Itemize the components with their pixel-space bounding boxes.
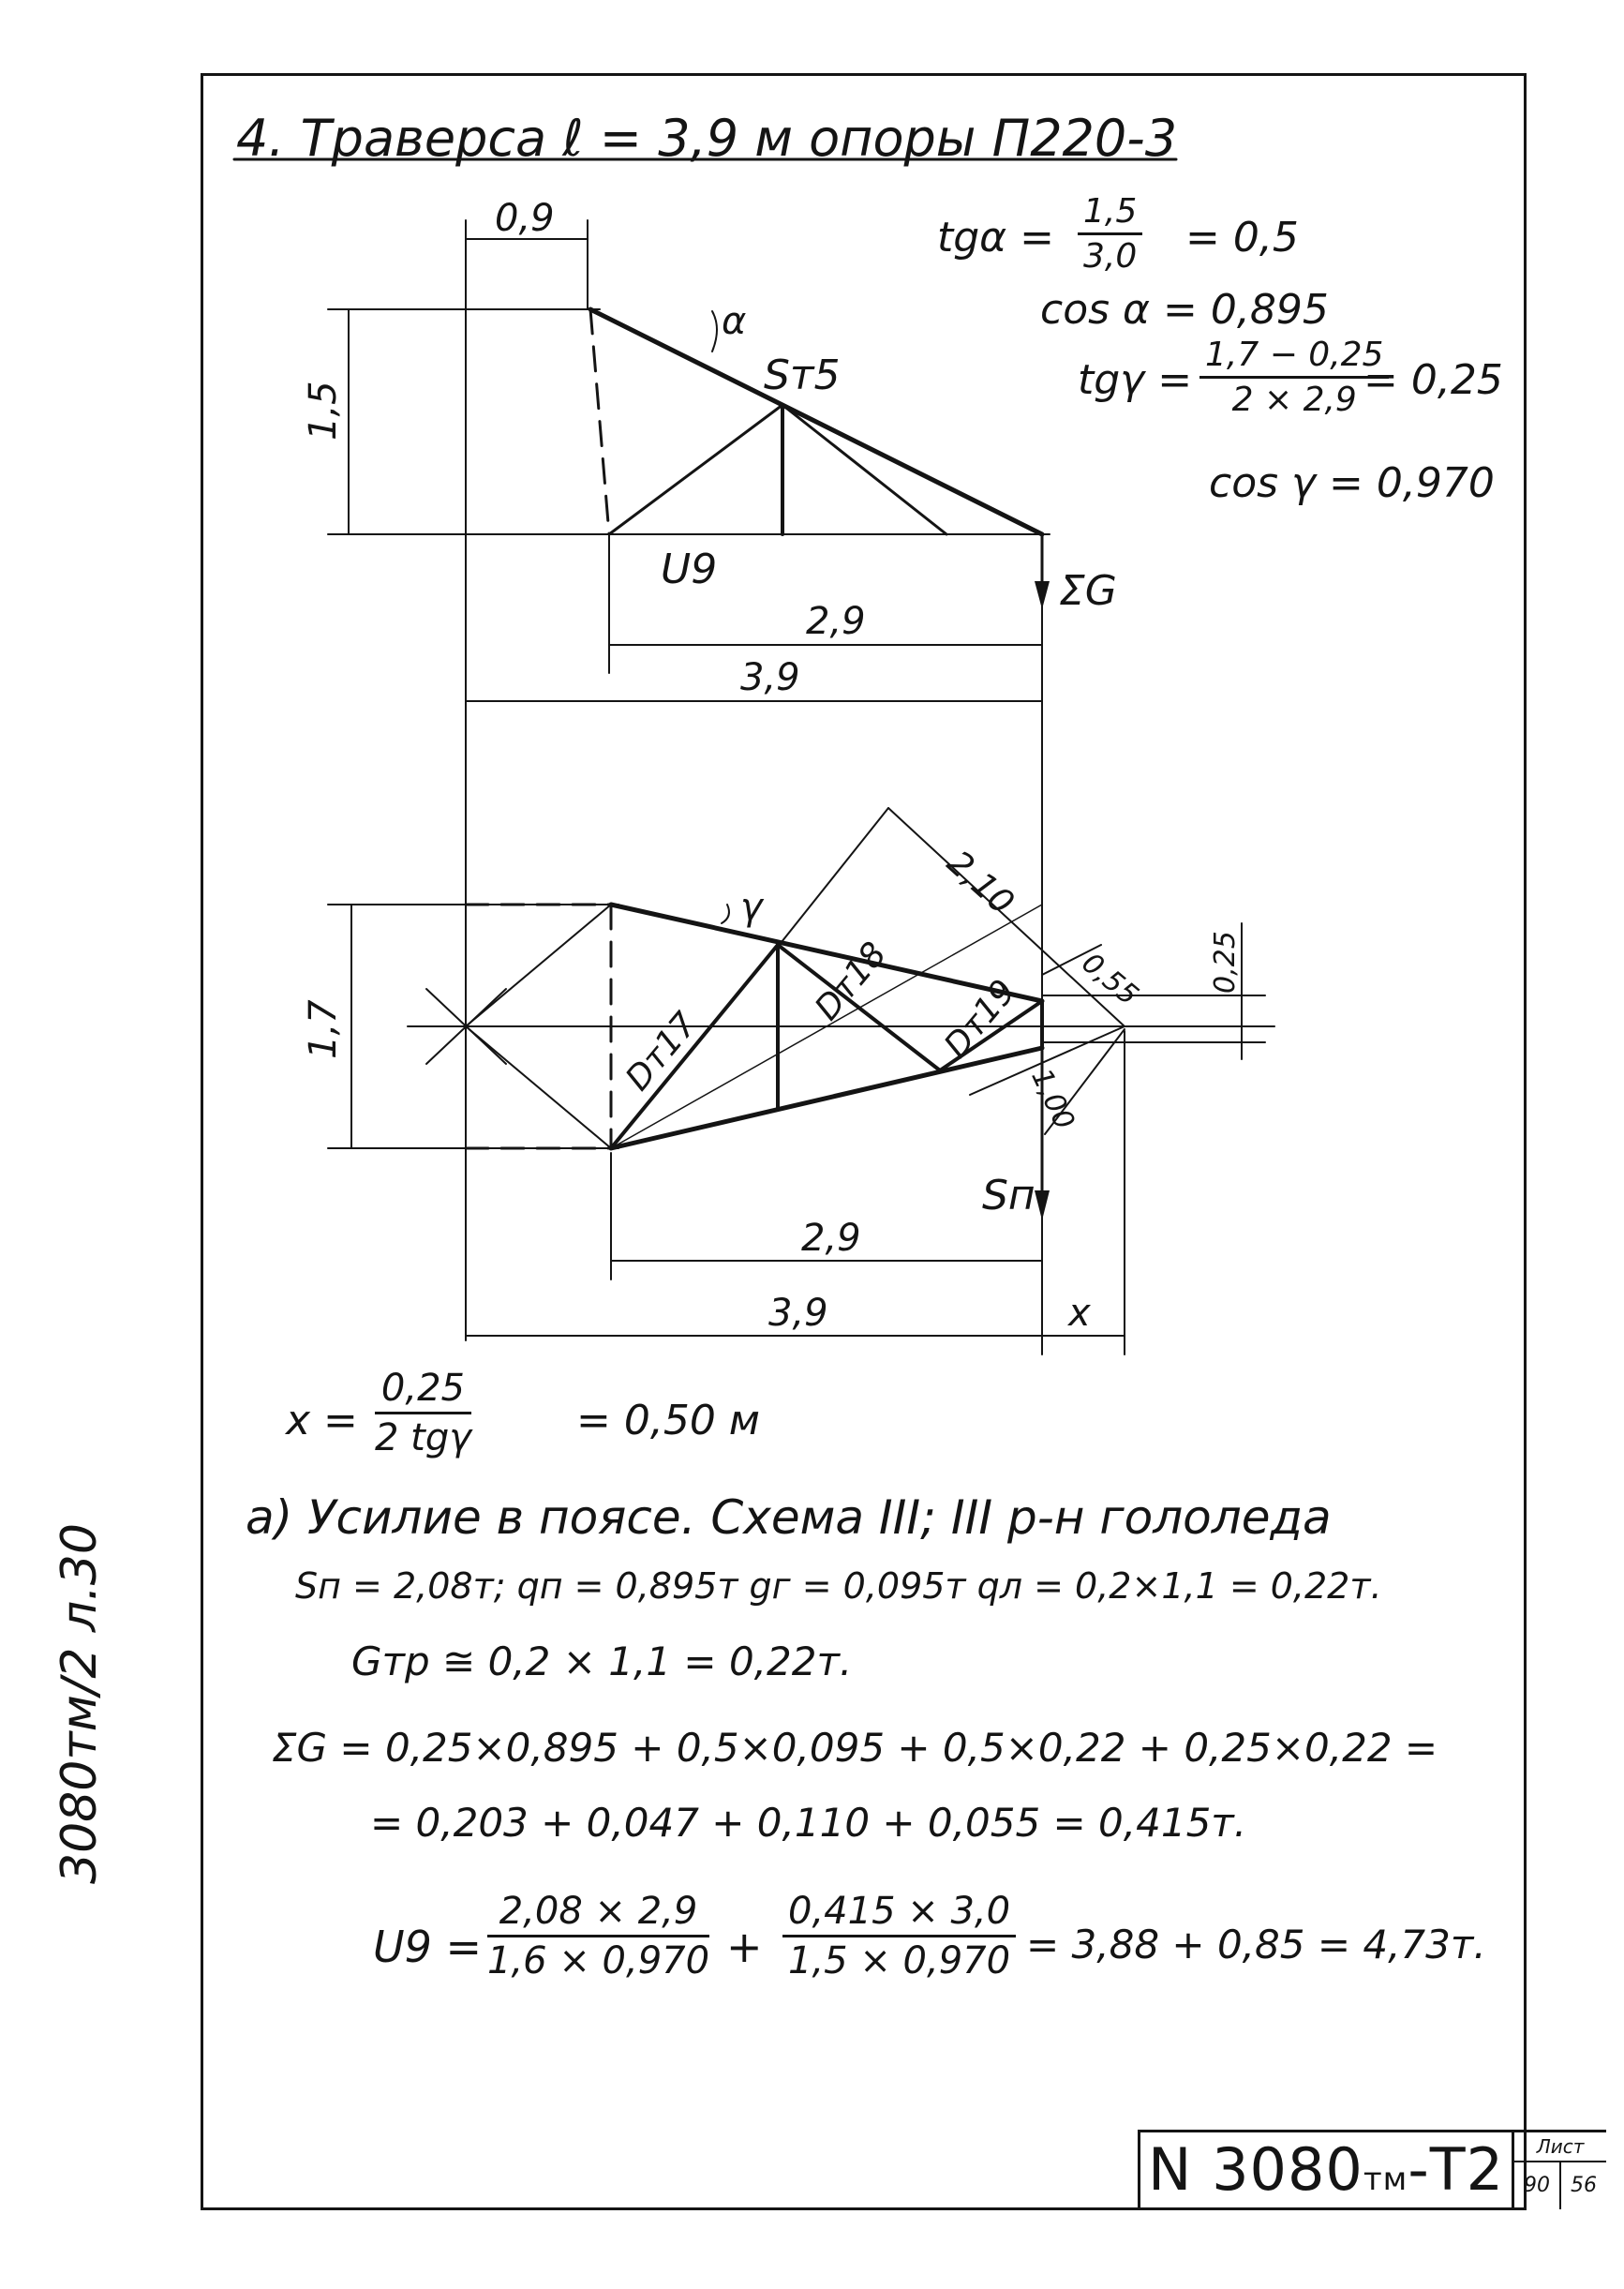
d2-dim-x: x — [1068, 1292, 1091, 1335]
u9-numerator-2: 0,415 × 3,0 — [782, 1890, 1016, 1937]
heading-a: а) Усилие в поясе. Схема III; III р-н гололеда — [246, 1490, 1332, 1545]
d1-dim-top: 0,9 — [495, 197, 555, 240]
d1-member-top: Sт5 — [764, 352, 841, 399]
d2-gamma-label: γ — [740, 886, 763, 929]
u9-fraction-2 — [782, 1890, 1016, 1982]
sheet-number-box — [1512, 2130, 1606, 2208]
tg-alpha-lhs: tgα = — [937, 214, 1055, 262]
sum-g-line1: ΣG = 0,25×0,895 + 0,5×0,095 + 0,5×0,22 + 0,25×0,22 = — [272, 1725, 1438, 1771]
x-formula-numerator: 0,25 — [375, 1367, 471, 1414]
tg-gamma-numerator: 1,7 − 0,25 — [1199, 336, 1389, 379]
drawing-code — [1138, 2130, 1512, 2208]
sheet-values — [1514, 2162, 1606, 2209]
x-formula-result: = 0,50 м — [576, 1397, 761, 1444]
tg-alpha-result: = 0,5 — [1185, 214, 1299, 262]
tg-gamma-denominator: 2 × 2,9 — [1231, 381, 1357, 419]
drawing-code-main: N 3080 — [1148, 2135, 1363, 2204]
u9-result: = 3,88 + 0,85 = 4,73т. — [1026, 1922, 1486, 1967]
d1-load-label: ΣG — [1059, 567, 1117, 615]
sum-g-line2: = 0,203 + 0,047 + 0,110 + 0,055 = 0,415т. — [370, 1800, 1247, 1846]
u9-denominator-2: 1,5 × 0,970 — [788, 1939, 1011, 1982]
tg-alpha-denominator: 3,0 — [1083, 237, 1138, 276]
tg-gamma-fraction — [1199, 336, 1389, 419]
d2-dim-span: 2,9 — [801, 1217, 861, 1260]
sheet-title: 4. Траверса ℓ = 3,9 м опоры П220-3 — [236, 109, 1178, 168]
drawing-code-sub: тм — [1363, 2161, 1408, 2198]
d2-dim-height: 1,7 — [302, 999, 345, 1059]
u9-numerator-1: 2,08 × 2,9 — [487, 1890, 709, 1937]
sheet-number-2: 56 — [1559, 2162, 1606, 2209]
loads-line: Sп = 2,08т; qп = 0,895т gг = 0,095т qл = 0,2×1,1 = 0,22т. — [295, 1565, 1382, 1607]
drawing-code-end: -Т2 — [1408, 2135, 1505, 2204]
u9-denominator-1: 1,6 × 0,970 — [487, 1939, 710, 1982]
d1-dim-height: 1,5 — [302, 381, 345, 441]
sheet-number-1: 90 — [1524, 2174, 1551, 2197]
d2-load-label: Sп — [982, 1172, 1035, 1219]
x-formula-denominator: 2 tgγ — [375, 1416, 471, 1459]
cos-gamma: cos γ = 0,970 — [1209, 459, 1495, 507]
u9-lhs: U9 = — [373, 1922, 483, 1972]
d2-member-d19: Dт19 — [937, 972, 1024, 1066]
title-block-stamp — [1138, 2130, 1606, 2208]
diagram2-lines — [328, 808, 1274, 1354]
d2-dim-total: 3,9 — [768, 1292, 828, 1335]
x-formula-fraction — [375, 1367, 471, 1459]
d1-dim-total: 3,9 — [740, 656, 800, 699]
d1-alpha-label: α — [722, 300, 747, 343]
cos-alpha: cos α = 0,895 — [1040, 286, 1329, 334]
d2-member-d17: Dт17 — [618, 1005, 706, 1099]
u9-fraction-1 — [487, 1890, 709, 1982]
d2-dim-100: 1,00 — [1024, 1064, 1081, 1135]
side-note: 3080тм/2 л.30 — [52, 1523, 108, 1884]
d2-member-d18: Dт18 — [808, 935, 895, 1028]
d1-dim-span: 2,9 — [806, 600, 866, 643]
tg-alpha-numerator: 1,5 — [1078, 192, 1142, 235]
tg-alpha-fraction — [1078, 192, 1142, 276]
sheet-label: Лист — [1514, 2132, 1606, 2162]
d2-dim-055: 0,55 — [1075, 947, 1145, 1012]
d2-dim-diagonal: 2,10 — [939, 844, 1021, 923]
x-formula-lhs: x = — [286, 1397, 358, 1444]
tg-gamma-lhs: tgγ = — [1078, 356, 1193, 404]
d1-member-bottom: U9 — [661, 546, 718, 593]
gtr-line: Gтр ≅ 0,2 × 1,1 = 0,22т. — [351, 1638, 853, 1684]
u9-plus: + — [726, 1922, 763, 1972]
d2-dim-025: 0,25 — [1209, 931, 1242, 994]
diagram1-lines — [328, 220, 1050, 1340]
tg-gamma-result: = 0,25 — [1363, 356, 1503, 404]
